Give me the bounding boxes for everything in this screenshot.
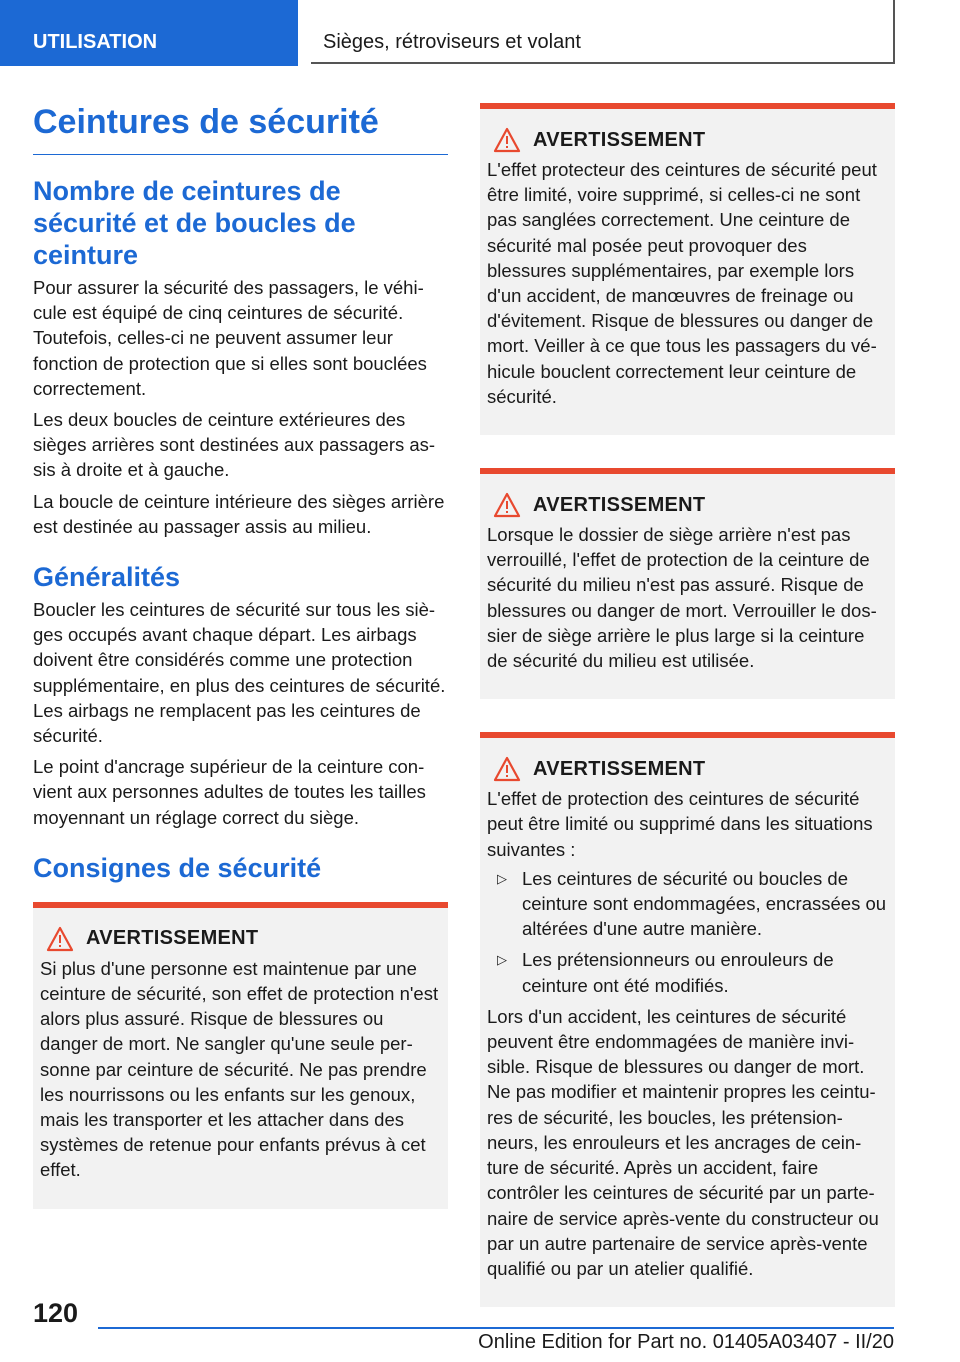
section-tab: UTILISATION [0,0,298,66]
paragraph: La boucle de ceinture intérieure des sièges arrière est destinée au passager assis au milieu. [33,490,445,537]
paragraph: Pour assurer la sécurité des passagers, le véhicule est équipé de cinq ceintures de sécurité. Toutefois, celles-ci ne peuvent assumer leur fonction de protection que si elles sont bouclées correctement. [33,277,427,399]
triangle-bullet-icon: ▷ [497,952,507,968]
bullet-list [487,866,887,998]
warning-triangle-icon [46,926,74,952]
warning-triangle-icon [493,127,521,153]
warning-text: L'effet protecteur des ceintures de sécurité peut être limité, voire supprimé, si celles-ci ne sont pas sanglées correctement. Une ceinture de sécurité mal posée peut provoquer des blessures supplémentaires, par exemple lors d'un accident, de manœuvres de freinage ou d'évitement. Risque de blessures ou danger de mort. Veiller à ce que tous les passagers du véhicule bouclent correctement leur ceinture de sécurité. [487,159,877,407]
warning-box [33,902,448,1209]
page-title: Ceintures de sécurité [33,100,448,155]
right-column [480,103,895,1307]
warning-box [480,732,895,1307]
warning-text: Si plus d'une personne est maintenue par une ceinture de sécurité, son effet de protection n'est alors plus assuré. Risque de blessures ou danger de mort. Ne sangler qu'une seule personne par ceinture de sécurité. Ne pas prendre les nourrissons ou les enfants sur les genoux, mais les transporter et les attacher dans des systèmes de retenue pour enfants prévus à cet effet. [40,957,439,1181]
warning-text: Lors d'un accident, les ceintures de sécurité peuvent être endommagées de manière invisible. Risque de blessures ou danger de mort. Ne pas modifier et maintenir propres les ceintures de sécurité, les boucles, les prétensionneurs, les enrouleurs et les ancrages de ceinture de sécurité. Après un accident, faire contrôler les ceintures de sécurité par un partenaire de service après-vente du constructeur ou par un autre partenaire de service après-vente qualifié ou par un atelier qualifié. [487,1005,879,1279]
chapter-title: Sièges, rétroviseurs et volant [311,0,895,64]
heading-belt-count: Nombre de ceintures de sécurité et de boucles de ceinture [33,176,356,270]
paragraph: Les deux boucles de ceinture extérieures des sièges arrières sont destinées aux passagers assis à droite et à gauche. [33,409,436,481]
paragraph: Le point d'ancrage supérieur de la ceinture convient aux personnes adultes de toutes les tailles moyennant un réglage correct du siège. [33,756,426,828]
warning-title: AVERTISSEMENT [533,493,706,516]
warning-intro: L'effet de protection des ceintures de sécurité peut être limité ou supprimé dans les situations suivantes : [487,788,873,860]
warning-header [487,127,887,153]
list-item-text: Les ceintures de sécurité ou boucles de ceinture sont endommagées, encrassées ou altérées d'une autre manière. [522,867,887,940]
heading-general: Généralités [33,562,181,593]
warning-title: AVERTISSEMENT [86,927,259,950]
paragraph: Boucler les ceintures de sécurité sur tous les sièges occupés avant chaque départ. Les airbags doivent être considérés comme une protection supplémentaire, en plus des ceintures de sécurité. Les airbags ne remplacent pas les ceintures de sécurité. [33,599,446,747]
warning-triangle-icon [493,492,521,518]
page-number: 120 [33,1298,79,1328]
warning-box [480,103,895,435]
triangle-bullet-icon: ▷ [497,870,507,886]
left-column [33,100,448,1209]
list-item-text: Les prétensionneurs ou enrouleurs de ceinture ont été modifiés. [522,949,834,996]
warning-text: Lorsque le dossier de siège arrière n'est pas verrouillé, l'effet de protection de la ceinture de sécurité du milieu n'est pas assuré. Risque de blessures ou danger de mort. Verrouiller le dossier de siège arrière le plus large si la ceinture de sécurité du milieu est utilisée. [487,524,877,672]
warning-header [487,756,887,782]
footer-divider [98,1327,894,1329]
edition-footer: Online Edition for Part no. 01405A03407 - II/20 [478,1331,894,1353]
list-item [487,866,887,942]
warning-triangle-icon [493,756,521,782]
warning-title: AVERTISSEMENT [533,757,706,780]
warning-header [40,926,440,952]
warning-title: AVERTISSEMENT [533,128,706,151]
warning-header [487,492,887,518]
heading-safety: Consignes de sécurité [33,852,322,883]
list-item [487,947,887,997]
warning-box [480,468,895,699]
